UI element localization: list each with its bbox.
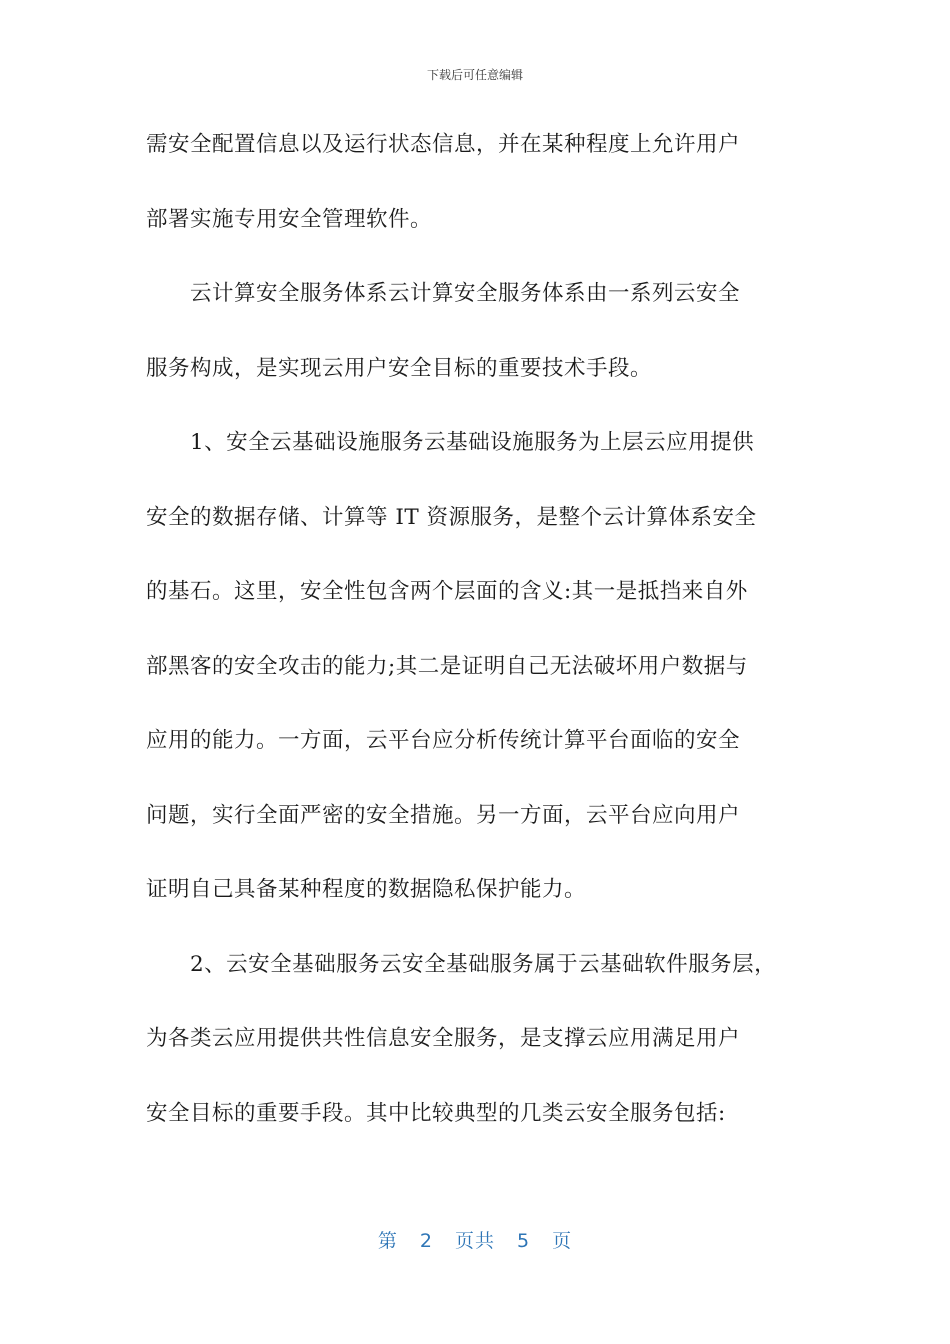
text-line-9: 应用的能力。一方面，云平台应分析传统计算平台面临的安全: [146, 728, 741, 753]
footer-suffix: 页: [552, 1230, 573, 1252]
current-page-number: 2: [419, 1230, 433, 1252]
text-line-6: 安全的数据存储、计算等 IT 资源服务，是整个云计算体系安全: [146, 504, 757, 530]
page-footer: [0, 1226, 950, 1253]
text-line-14: 安全目标的重要手段。其中比较典型的几类云安全服务包括:: [146, 1100, 726, 1126]
text-line-10: 问题，实行全面严密的安全措施。另一方面，云平台应向用户: [146, 802, 741, 828]
footer-prefix: 第: [377, 1230, 398, 1252]
footer-middle: 页共: [454, 1230, 495, 1252]
text-line-8: 部黑客的安全攻击的能力;其二是证明自己无法破坏用户数据与: [146, 653, 748, 679]
text-line-2: 部署实施专用安全管理软件。: [146, 206, 433, 232]
text-line-3: 云计算安全服务体系云计算安全服务体系由一系列云安全: [190, 281, 741, 306]
text-line-11: 证明自己具备某种程度的数据隐私保护能力。: [146, 877, 587, 902]
text-line-7: 的基石。这里，安全性包含两个层面的含义:其一是抵挡来自外: [146, 579, 748, 604]
header-note: 下载后可任意编辑: [426, 68, 523, 82]
text-line-4: 服务构成，是实现云用户安全目标的重要技术手段。: [146, 355, 653, 381]
text-line-13: 为各类云应用提供共性信息安全服务，是支撑云应用满足用户: [146, 1026, 741, 1051]
text-line-5: 1、安全云基础设施服务云基础设施服务为上层云应用提供: [190, 430, 755, 455]
text-line-1: 需安全配置信息以及运行状态信息，并在某种程度上允许用户: [146, 132, 741, 157]
document-body: [146, 124, 806, 1167]
total-pages-number: 5: [517, 1230, 531, 1252]
text-line-12: 2、云安全基础服务云安全基础服务属于云基础软件服务层，: [190, 951, 777, 977]
